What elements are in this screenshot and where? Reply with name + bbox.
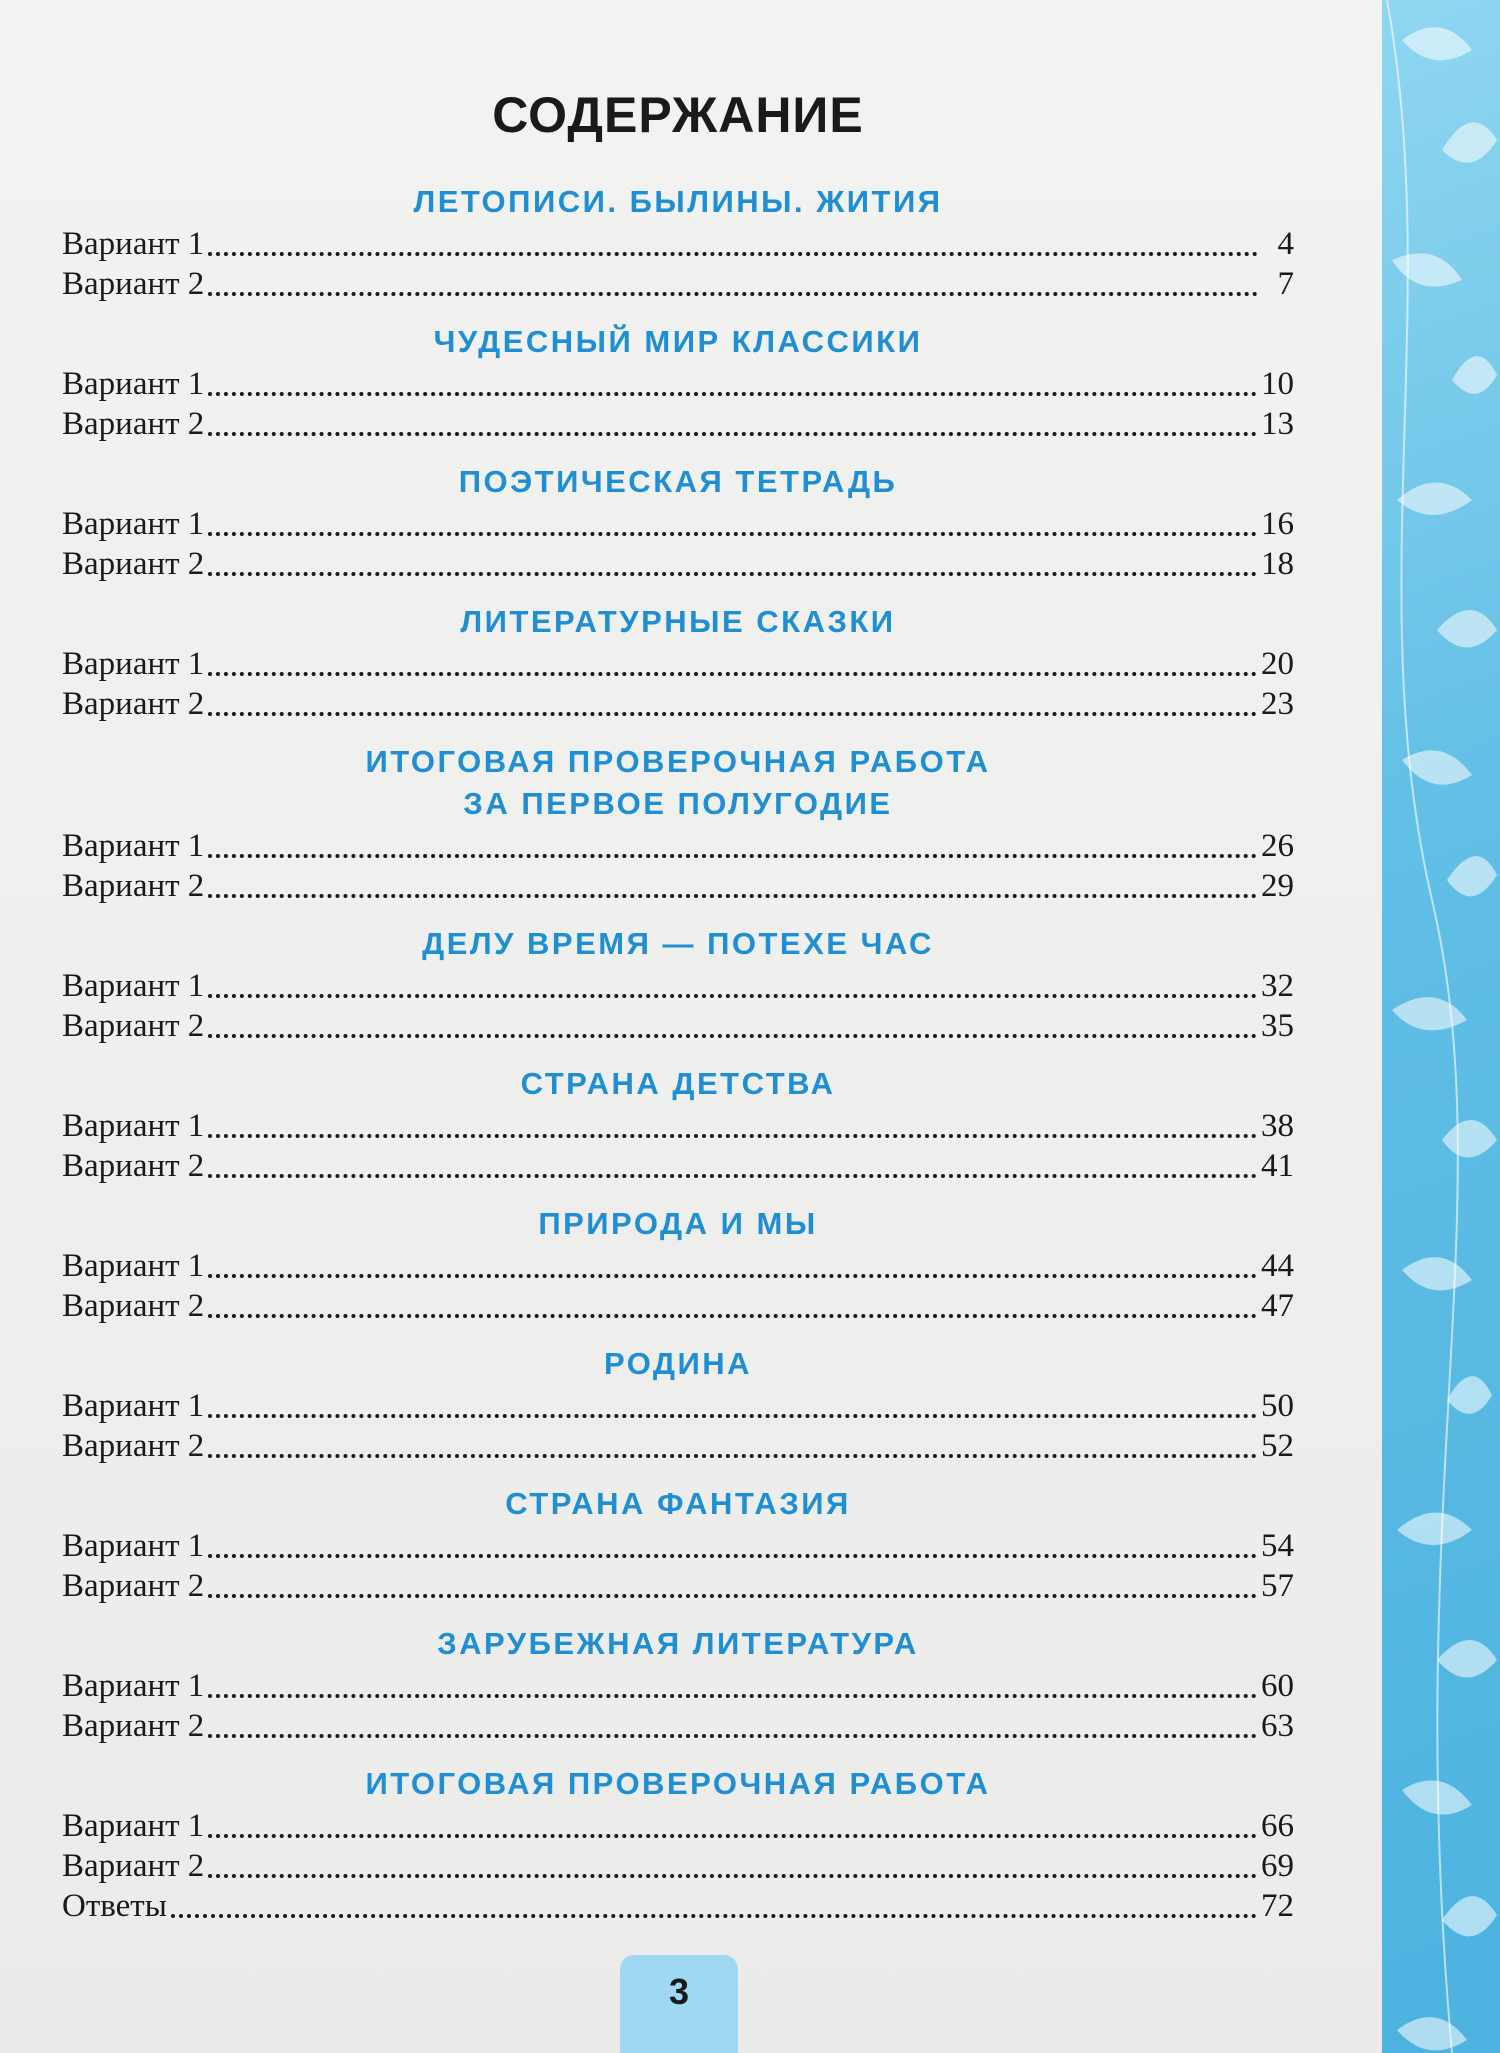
dot-leader — [208, 1834, 1257, 1838]
entry-page-number: 54 — [1261, 1528, 1294, 1564]
dot-leader — [208, 292, 1258, 296]
toc-entry[interactable] — [62, 1526, 1294, 1566]
entry-label: Вариант 2 — [62, 1848, 205, 1884]
entry-label: Вариант 1 — [62, 1388, 205, 1424]
entry-page-number: 72 — [1261, 1888, 1294, 1924]
section-spacer — [62, 1186, 1294, 1204]
dot-leader — [208, 1694, 1257, 1698]
entry-page-number: 26 — [1261, 828, 1294, 864]
toc-entry[interactable] — [62, 1386, 1294, 1426]
toc-entry[interactable] — [62, 1286, 1294, 1326]
entry-label: Вариант 1 — [62, 1668, 205, 1704]
dot-leader — [208, 252, 1258, 256]
entry-label: Вариант 1 — [62, 646, 205, 682]
section-spacer — [62, 304, 1294, 322]
dot-leader — [171, 1914, 1257, 1918]
toc-entry[interactable] — [62, 364, 1294, 404]
entry-label: Вариант 1 — [62, 1808, 205, 1844]
dot-leader — [208, 1414, 1257, 1418]
dot-leader — [208, 1594, 1257, 1598]
entry-page-number: 23 — [1261, 686, 1294, 722]
toc-section — [62, 1064, 1294, 1186]
entry-page-number: 16 — [1261, 506, 1294, 542]
dot-leader — [208, 1734, 1257, 1738]
toc-entry[interactable] — [62, 826, 1294, 866]
toc-section — [62, 924, 1294, 1046]
toc-entry[interactable] — [62, 264, 1294, 304]
toc-section — [62, 1764, 1294, 1926]
entry-page-number: 10 — [1261, 366, 1294, 402]
entry-page-number: 47 — [1261, 1288, 1294, 1324]
entry-label: Вариант 1 — [62, 226, 205, 262]
entry-page-number: 69 — [1261, 1848, 1294, 1884]
leaves-pattern-icon — [1382, 0, 1500, 2053]
dot-leader — [208, 532, 1257, 536]
page-number-badge — [620, 1955, 738, 2053]
entry-page-number: 63 — [1261, 1708, 1294, 1744]
side-strip — [1382, 0, 1500, 2053]
section-spacer — [62, 444, 1294, 462]
dot-leader — [208, 572, 1257, 576]
toc-entry[interactable] — [62, 404, 1294, 444]
entry-label: Ответы — [62, 1888, 167, 1924]
toc-entry[interactable] — [62, 1566, 1294, 1606]
toc-section — [62, 1484, 1294, 1606]
dot-leader — [208, 672, 1257, 676]
section-spacer — [62, 1746, 1294, 1764]
dot-leader — [208, 712, 1257, 716]
entry-page-number: 32 — [1261, 968, 1294, 1004]
section-spacer — [62, 1326, 1294, 1344]
entry-label: Вариант 2 — [62, 1008, 205, 1044]
dot-leader — [208, 1274, 1257, 1278]
toc-entry[interactable] — [62, 684, 1294, 724]
entry-label: Вариант 1 — [62, 1108, 205, 1144]
page-number: 3 — [668, 1971, 690, 2012]
toc-section — [62, 742, 1294, 906]
section-heading: ЗАРУБЕЖНАЯ ЛИТЕРАТУРА — [437, 1626, 919, 1661]
section-spacer — [62, 1606, 1294, 1624]
toc-section — [62, 462, 1294, 584]
toc-section — [62, 1624, 1294, 1746]
toc-entry[interactable] — [62, 644, 1294, 684]
toc-entry[interactable] — [62, 1006, 1294, 1046]
entry-label: Вариант 1 — [62, 828, 205, 864]
section-heading: ЧУДЕСНЫЙ МИР КЛАССИКИ — [433, 324, 923, 359]
entry-label: Вариант 1 — [62, 1528, 205, 1564]
entry-label: Вариант 2 — [62, 266, 205, 302]
entry-page-number: 52 — [1261, 1428, 1294, 1464]
entry-label: Вариант 2 — [62, 1568, 205, 1604]
dot-leader — [208, 1314, 1257, 1318]
dot-leader — [208, 1034, 1257, 1038]
toc-entry[interactable] — [62, 1666, 1294, 1706]
table-of-contents — [62, 80, 1294, 1926]
section-spacer — [62, 906, 1294, 924]
section-heading: ИТОГОВАЯ ПРОВЕРОЧНАЯ РАБОТА — [365, 1766, 991, 1801]
toc-entry[interactable] — [62, 1846, 1294, 1886]
toc-entry[interactable] — [62, 966, 1294, 1006]
entry-label: Вариант 2 — [62, 1148, 205, 1184]
entry-label: Вариант 2 — [62, 1288, 205, 1324]
dot-leader — [208, 854, 1257, 858]
entry-page-number: 50 — [1261, 1388, 1294, 1424]
dot-leader — [208, 1134, 1257, 1138]
toc-section — [62, 322, 1294, 444]
entry-label: Вариант 2 — [62, 1708, 205, 1744]
toc-entry[interactable] — [62, 1706, 1294, 1746]
entry-label: Вариант 2 — [62, 546, 205, 582]
entry-page-number: 20 — [1261, 646, 1294, 682]
entry-label: Вариант 2 — [62, 406, 205, 442]
toc-entry[interactable] — [62, 866, 1294, 906]
section-heading: ИТОГОВАЯ ПРОВЕРОЧНАЯ РАБОТА — [365, 744, 991, 779]
entry-label: Вариант 2 — [62, 686, 205, 722]
entry-label: Вариант 2 — [62, 1428, 205, 1464]
entry-page-number: 29 — [1261, 868, 1294, 904]
toc-entry[interactable] — [62, 224, 1294, 264]
dot-leader — [208, 894, 1257, 898]
entry-page-number: 38 — [1261, 1108, 1294, 1144]
entry-page-number: 57 — [1261, 1568, 1294, 1604]
toc-entry[interactable] — [62, 544, 1294, 584]
entry-label: Вариант 1 — [62, 1248, 205, 1284]
dot-leader — [208, 994, 1257, 998]
toc-entry[interactable] — [62, 1426, 1294, 1466]
toc-section — [62, 1344, 1294, 1466]
section-heading: ЗА ПЕРВОЕ ПОЛУГОДИЕ — [463, 786, 893, 821]
toc-entry[interactable] — [62, 1146, 1294, 1186]
entry-page-number: 35 — [1261, 1008, 1294, 1044]
entry-page-number: 13 — [1261, 406, 1294, 442]
entry-page-number: 41 — [1261, 1148, 1294, 1184]
section-heading: РОДИНА — [603, 1346, 753, 1381]
dot-leader — [208, 432, 1257, 436]
toc-entry[interactable] — [62, 1886, 1294, 1926]
entry-label: Вариант 1 — [62, 968, 205, 1004]
dot-leader — [208, 1174, 1257, 1178]
dot-leader — [208, 1874, 1257, 1878]
toc-entry[interactable] — [62, 1246, 1294, 1286]
entry-page-number: 60 — [1261, 1668, 1294, 1704]
dot-leader — [208, 1454, 1257, 1458]
section-heading: ДЕЛУ ВРЕМЯ — ПОТЕХЕ ЧАС — [422, 926, 934, 961]
section-heading: СТРАНА ДЕТСТВА — [520, 1066, 836, 1101]
toc-entry[interactable] — [62, 504, 1294, 544]
entry-label: Вариант 1 — [62, 366, 205, 402]
section-heading: СТРАНА ФАНТАЗИЯ — [505, 1486, 851, 1521]
section-spacer — [62, 584, 1294, 602]
entry-page-number: 18 — [1261, 546, 1294, 582]
toc-entry[interactable] — [62, 1806, 1294, 1846]
entry-page-number: 66 — [1261, 1808, 1294, 1844]
entry-page-number: 44 — [1261, 1248, 1294, 1284]
toc-section — [62, 602, 1294, 724]
section-spacer — [62, 1466, 1294, 1484]
entry-page-number: 4 — [1277, 226, 1294, 262]
page-title: СОДЕРЖАНИЕ — [492, 87, 864, 143]
section-spacer — [62, 1046, 1294, 1064]
section-spacer — [62, 724, 1294, 742]
section-heading: ПРИРОДА И МЫ — [538, 1206, 818, 1241]
toc-sections — [62, 182, 1294, 1926]
section-heading: ЛЕТОПИСИ. БЫЛИНЫ. ЖИТИЯ — [413, 184, 943, 219]
dot-leader — [208, 392, 1257, 396]
dot-leader — [208, 1554, 1257, 1558]
toc-section — [62, 182, 1294, 304]
toc-entry[interactable] — [62, 1106, 1294, 1146]
section-heading: ЛИТЕРАТУРНЫЕ СКАЗКИ — [460, 604, 896, 639]
entry-label: Вариант 1 — [62, 506, 205, 542]
section-heading: ПОЭТИЧЕСКАЯ ТЕТРАДЬ — [458, 464, 898, 499]
entry-page-number: 7 — [1277, 266, 1294, 302]
toc-section — [62, 1204, 1294, 1326]
entry-label: Вариант 2 — [62, 868, 205, 904]
